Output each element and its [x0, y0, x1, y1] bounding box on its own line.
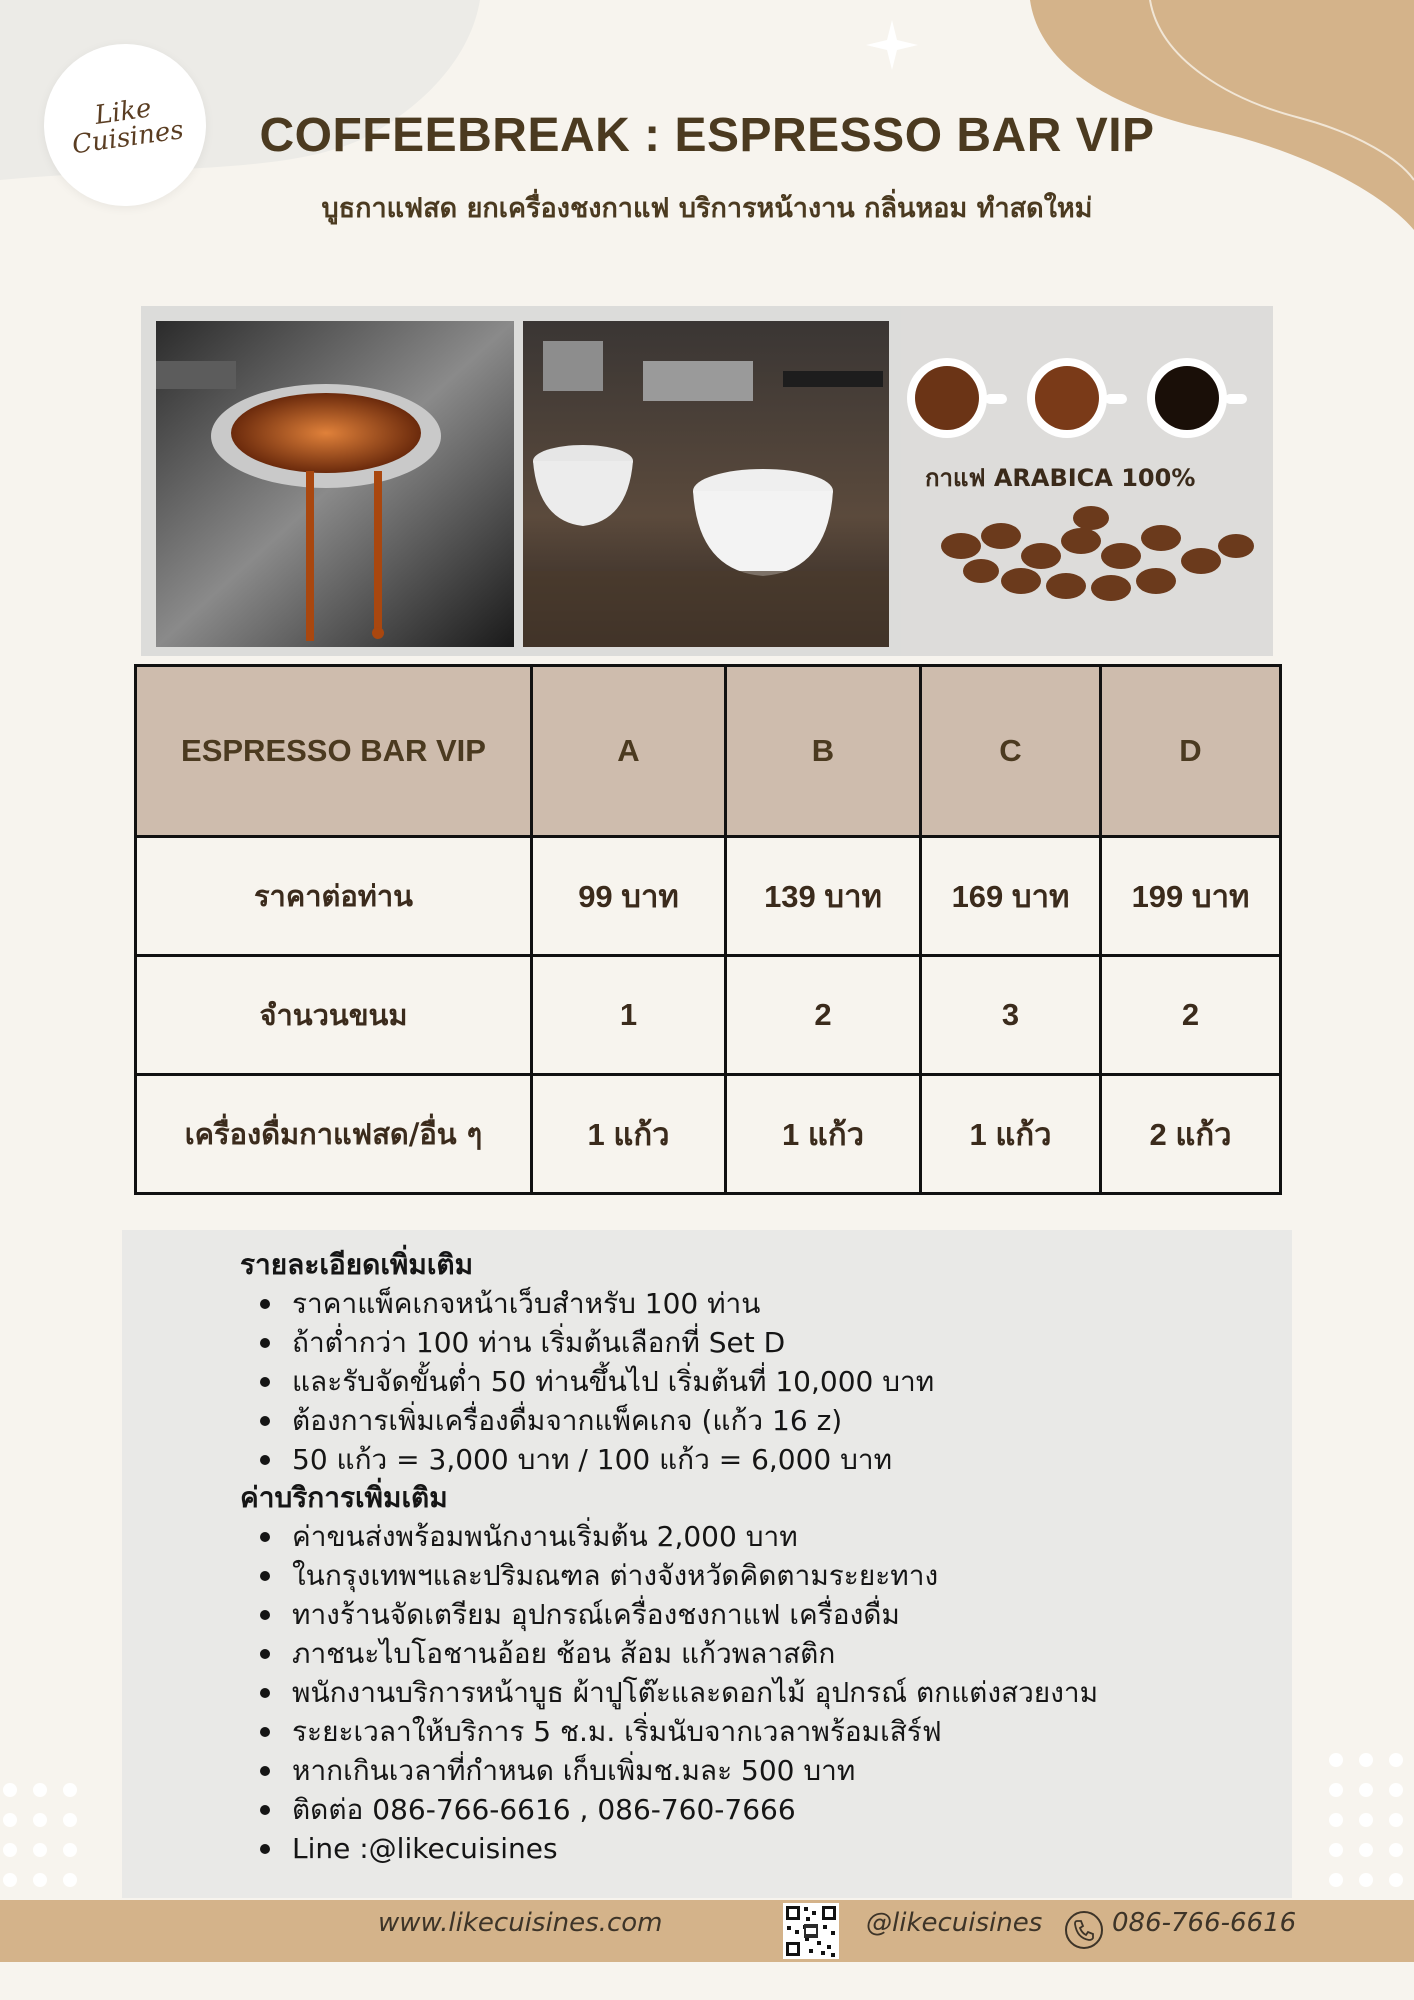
table-header-cell: C — [921, 666, 1101, 837]
details-content — [240, 1246, 1240, 1868]
row-label: เครื่องดื่มกาแฟสด/อื่น ๆ — [136, 1075, 532, 1194]
page-subtitle: บูธกาแฟสด ยกเครื่องชงกาแฟ บริการหน้างาน กลิ่นหอม ทำสดใหม่ — [321, 193, 1093, 224]
table-cell: 1 แก้ว — [532, 1075, 726, 1194]
table-row — [136, 1075, 1281, 1194]
list-item: หากเกินเวลาที่กำหนด เก็บเพิ่มช.มละ 500 บาท — [292, 1751, 1240, 1790]
table-row — [136, 837, 1281, 956]
table-cell: 3 — [921, 956, 1101, 1075]
list-item: ติดต่อ 086-766-6616 , 086-760-7666 — [292, 1790, 1240, 1829]
list-item: ภาชนะไบโอชานอ้อย ช้อน ส้อม แก้วพลาสติก — [292, 1634, 1240, 1673]
row-label: จำนวนขนม — [136, 956, 532, 1075]
table-header-cell: A — [532, 666, 726, 837]
table-cell: 1 แก้ว — [921, 1075, 1101, 1194]
phone-icon — [1064, 1910, 1104, 1950]
table-cell: 1 แก้ว — [726, 1075, 921, 1194]
list-item: 50 แก้ว = 3,000 บาท / 100 แก้ว = 6,000 บาท — [292, 1440, 1240, 1479]
details-list — [240, 1284, 1240, 1479]
list-item: ทางร้านจัดเตรียม อุปกรณ์เครื่องชงกาแฟ เครื่องดื่ม — [292, 1595, 1240, 1634]
list-item: พนักงานบริการหน้าบูธ ผ้าปูโต๊ะและดอกไม้ อุปกรณ์ ตกแต่งสวยงาม — [292, 1673, 1240, 1712]
table-header-cell: ESPRESSO BAR VIP — [136, 666, 532, 837]
list-item: และรับจัดขั้นต่ำ 50 ท่านขึ้นไป เริ่มต้นที่ 10,000 บาท — [292, 1362, 1240, 1401]
table-cell: 2 แก้ว — [1101, 1075, 1281, 1194]
social-handle[interactable]: @likecuisines — [866, 1908, 1043, 1938]
table-cell: 199 บาท — [1101, 837, 1281, 956]
price-table — [134, 664, 1282, 1195]
list-item: ถ้าต่ำกว่า 100 ท่าน เริ่มต้นเลือกที่ Set D — [292, 1323, 1240, 1362]
sparkle-icon — [866, 20, 918, 70]
arabica-label: กาแฟ ARABICA 100% — [925, 464, 1196, 492]
services-list — [240, 1517, 1240, 1868]
list-item: ค่าขนส่งพร้อมพนักงานเริ่มต้น 2,000 บาท — [292, 1517, 1240, 1556]
table-cell: 169 บาท — [921, 837, 1101, 956]
table-cell: 1 — [532, 956, 726, 1075]
services-title: ค่าบริการเพิ่มเติม — [240, 1481, 448, 1514]
table-cell: 99 บาท — [532, 837, 726, 956]
website-link[interactable]: www.likecuisines.com — [378, 1908, 663, 1938]
table-row — [136, 956, 1281, 1075]
qr-code-icon — [783, 1903, 839, 1959]
list-item: ระยะเวลาให้บริการ 5 ช.ม. เริ่มนับจากเวลาพร้อมเสิร์ฟ — [292, 1712, 1240, 1751]
list-item: ในกรุงเทพฯและปริมณฑล ต่างจังหวัดคิดตามระยะทาง — [292, 1556, 1240, 1595]
table-cell: 2 — [726, 956, 921, 1075]
page-title: COFFEEBREAK : ESPRESSO BAR VIP — [259, 109, 1155, 162]
espresso-machine-cups-photo — [523, 321, 889, 647]
row-label: ราคาต่อท่าน — [136, 837, 532, 956]
details-title: รายละเอียดเพิ่มเติม — [240, 1248, 474, 1281]
table-header-row — [136, 666, 1281, 837]
list-item: Line :@likecuisines — [292, 1829, 1240, 1868]
photo-strip — [141, 306, 1273, 656]
logo-text: Like Cuisines — [70, 93, 186, 161]
table-cell: 2 — [1101, 956, 1281, 1075]
table-cell: 139 บาท — [726, 837, 921, 956]
list-item: ต้องการเพิ่มเครื่องดื่มจากแพ็คเกจ (แก้ว 16 z) — [292, 1401, 1240, 1440]
espresso-extraction-photo — [156, 321, 514, 647]
phone-number[interactable]: 086-766-6616 — [1112, 1908, 1297, 1938]
list-item: ราคาแพ็คเกจหน้าเว็บสำหรับ 100 ท่าน — [292, 1284, 1240, 1323]
table-header-cell: B — [726, 666, 921, 837]
table-header-cell: D — [1101, 666, 1281, 837]
